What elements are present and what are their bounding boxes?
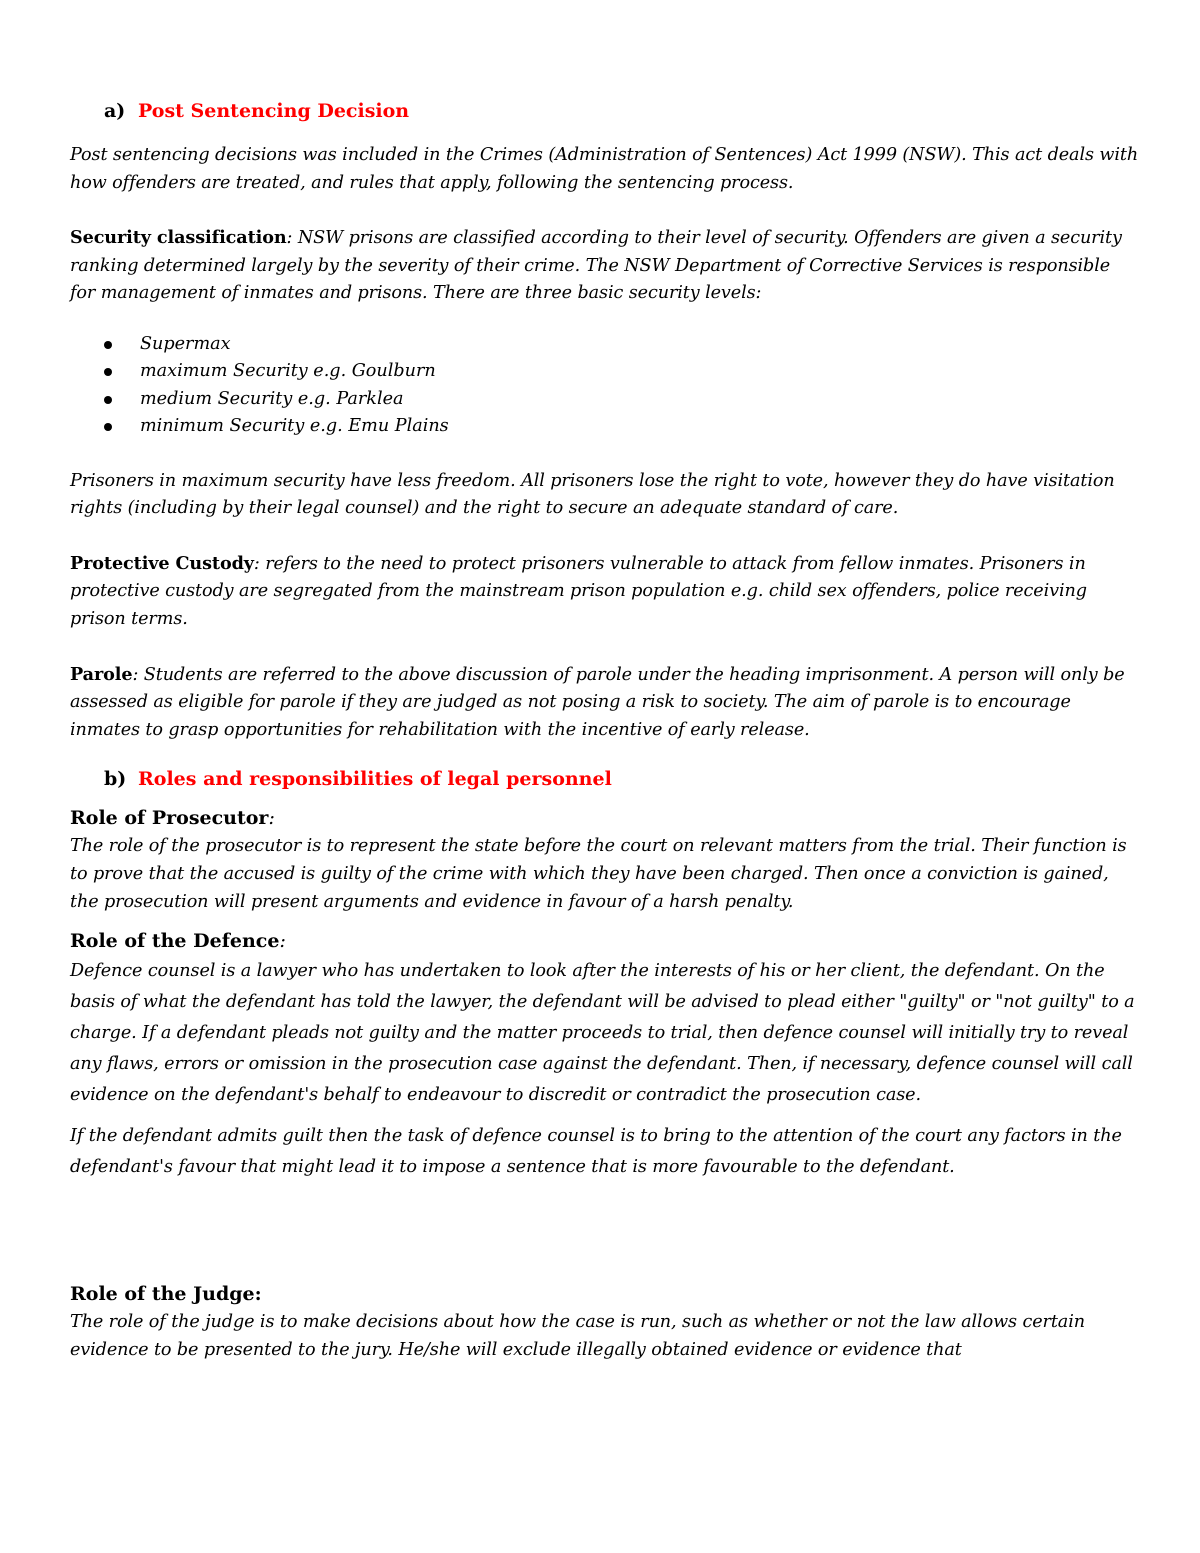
- security-levels-list: [70, 331, 1140, 441]
- prisoners-paragraph: Prisoners in maximum security have less freedom. All prisoners lose the right to vote, however they do have visitation rights (including by their legal counsel) and the right to secure an adequate standard of care.: [70, 470, 1115, 519]
- security-paragraph: [70, 224, 1140, 308]
- section-a-number: a): [104, 100, 126, 122]
- bullet-icon: [104, 396, 112, 404]
- judge-paragraph: The role of the judge is to make decisions about how the case is run, such as whether or not the law allows certain evidence to be presented to the jury. He/she will exclude illegally obtained evidence or evidence that: [70, 1312, 1085, 1360]
- parole-paragraph: [70, 661, 1140, 745]
- list-item: [70, 358, 1140, 385]
- protective-custody-paragraph: [70, 550, 1140, 634]
- list-item-text: medium Security e.g. Parklea: [140, 388, 404, 409]
- list-item: [70, 386, 1140, 413]
- section-a-title: Post Sentencing Decision: [138, 100, 410, 122]
- list-item-text: minimum Security e.g. Emu Plains: [140, 416, 449, 437]
- intro-paragraph: Post sentencing decisions was included in the Crimes (Administration of Sentences) Act 1999 (NSW). This act deals with how offenders are treated, and rules that apply, following the sentencing process.: [70, 145, 1139, 193]
- bullet-icon: [104, 368, 112, 376]
- prosecutor-paragraph: The role of the prosecutor is to represent the state before the court on relevant matters from the trial. Their function is to prove that the accused is guilty of the crime with which they have been charged. Then once a conviction is gained, the prosecution will present arguments and evidence in favour of a harsh penalty.: [70, 836, 1127, 912]
- section-b-heading: [70, 764, 1140, 794]
- protective-lead: Protective Custody: [70, 552, 254, 574]
- defence-body: [70, 956, 1140, 1183]
- defence-colon: :: [279, 930, 286, 953]
- prosecutor-title: [70, 803, 1140, 833]
- judge-title: Role of the Judge:: [70, 1283, 262, 1306]
- parole-lead: Parole: [70, 663, 133, 685]
- defence-title-text: Role of the Defence: [70, 930, 280, 953]
- bullet-icon: [104, 341, 112, 349]
- list-item: [70, 331, 1140, 358]
- security-lead: Security classification: [70, 227, 287, 249]
- list-item: [70, 413, 1140, 440]
- document-page: [70, 96, 1140, 1364]
- section-b-number: b): [104, 768, 127, 791]
- bullet-icon: [104, 423, 112, 431]
- list-item-text: maximum Security e.g. Goulburn: [140, 361, 436, 382]
- defence-title: [70, 926, 1140, 956]
- prosecutor-colon: :: [268, 807, 275, 830]
- section-b-title: Roles and responsibilities of legal personnel: [138, 768, 612, 791]
- list-item-text: Supermax: [140, 333, 231, 354]
- parole-text: : Students are referred to the above discussion of parole under the heading imprisonment. A person will only be assessed as eligible for parole if they are judged as not posing a risk to society. The aim of parole is to encourage inmates to grasp opportunities for rehabilitation with the incentive of early release.: [70, 664, 1125, 740]
- prosecutor-title-text: Role of Prosecutor: [70, 807, 269, 830]
- section-a-heading: [70, 96, 1140, 126]
- defence-paragraph: Defence counsel is a lawyer who has undertaken to look after the interests of his or her client, the defendant. On the basis of what the defendant has told the lawyer, the defendant will be advised to plead either "guilty" or "not guilty" to a charge. If a defendant pleads not guilty and the matter proceeds to trial, then defence counsel will initially try to reveal any flaws, errors or omission in the prosecution case against the defendant. Then, if necessary, defence counsel will call evidence on the defendant's behalf to endeavour to discredit or contradict the prosecution case.: [70, 961, 1135, 1106]
- defence-paragraph-2: If the defendant admits guilt then the task of defence counsel is to bring to the attention of the court any factors in the defendant's favour that might lead it to impose a sentence that is more favourable to the defendant.: [70, 1126, 1122, 1178]
- protective-text: : refers to the need to protect prisoners vulnerable to attack from fellow inmates. Prisoners in protective custody are segregated from the mainstream prison population e.g. child sex offenders, police receiving prison terms.: [70, 553, 1087, 629]
- security-text: : NSW prisons are classified according to their level of security. Offenders are given a security ranking determined largely by the severity of their crime. The NSW Department of Corrective Services is responsible for management of inmates and prisons. There are three basic security levels:: [70, 228, 1122, 304]
